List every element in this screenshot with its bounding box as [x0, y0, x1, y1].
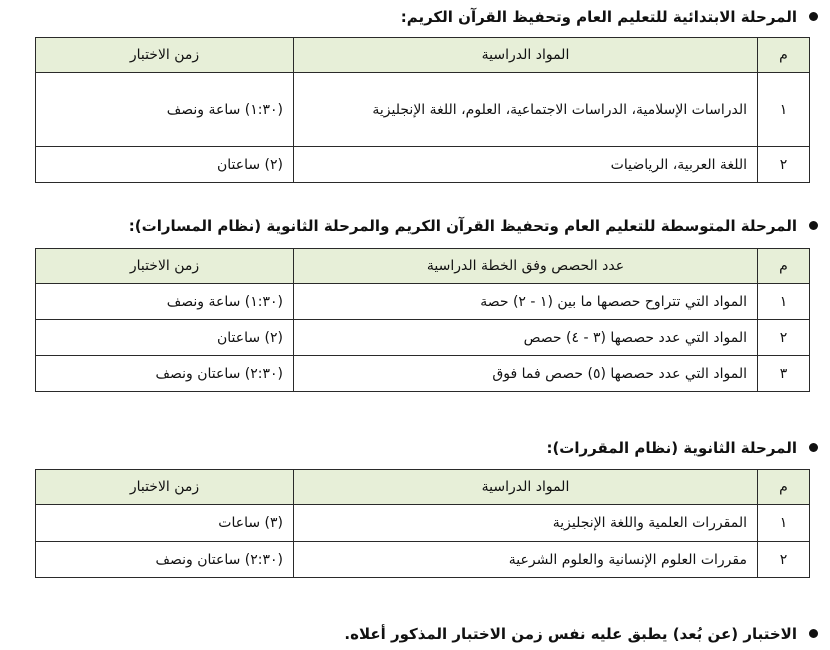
row-subject: الدراسات الإسلامية، الدراسات الاجتماعية، العلوم، اللغة الإنجليزية — [294, 73, 758, 147]
row-subject: اللغة العربية، الرياضيات — [294, 147, 758, 183]
header-subject: المواد الدراسية — [294, 470, 758, 505]
note-text: الاختبار (عن بُعد) يطبق عليه نفس زمن الاختبار المذكور أعلاه. — [344, 625, 797, 643]
row-time: (١:٣٠) ساعة ونصف — [36, 284, 294, 320]
table-row — [36, 542, 810, 578]
row-time: (٢) ساعتان — [36, 320, 294, 356]
section-heading-text: المرحلة الثانوية (نظام المقررات): — [546, 439, 797, 457]
table-header-row — [36, 249, 810, 284]
table-row — [36, 284, 810, 320]
row-time: (٣) ساعات — [36, 505, 294, 542]
table-header-row — [36, 470, 810, 505]
remote-exam-note — [344, 624, 818, 644]
bullet-icon — [809, 629, 818, 638]
table-row — [36, 147, 810, 183]
header-num: م — [758, 470, 810, 505]
header-time: زمن الاختبار — [36, 38, 294, 73]
row-time: (٢:٣٠) ساعتان ونصف — [36, 542, 294, 578]
header-subject: المواد الدراسية — [294, 38, 758, 73]
table-row — [36, 356, 810, 392]
table-primary — [35, 37, 810, 183]
row-num: ١ — [758, 505, 810, 542]
row-subject: المواد التي عدد حصصها (٥) حصص فما فوق — [294, 356, 758, 392]
bullet-icon — [809, 12, 818, 21]
row-subject: المقررات العلمية واللغة الإنجليزية — [294, 505, 758, 542]
bullet-icon — [809, 443, 818, 452]
header-time: زمن الاختبار — [36, 249, 294, 284]
table-row — [36, 505, 810, 542]
row-num: ٢ — [758, 147, 810, 183]
row-time: (٢) ساعتان — [36, 147, 294, 183]
header-subject: عدد الحصص وفق الخطة الدراسية — [294, 249, 758, 284]
row-time: (١:٣٠) ساعة ونصف — [36, 73, 294, 147]
bullet-icon — [809, 221, 818, 230]
section-heading-text: المرحلة المتوسطة للتعليم العام وتحفيظ القرآن الكريم والمرحلة الثانوية (نظام المسارات): — [128, 217, 797, 235]
table-header-row — [36, 38, 810, 73]
header-num: م — [758, 38, 810, 73]
row-time: (٢:٣٠) ساعتان ونصف — [36, 356, 294, 392]
section-heading-primary — [401, 7, 818, 27]
row-num: ١ — [758, 73, 810, 147]
section-heading-text: المرحلة الابتدائية للتعليم العام وتحفيظ القرآن الكريم: — [400, 8, 797, 26]
header-num: م — [758, 249, 810, 284]
table-secondary — [35, 469, 810, 578]
table-row — [36, 320, 810, 356]
section-heading-secondary — [546, 438, 818, 458]
row-num: ٢ — [758, 320, 810, 356]
row-num: ١ — [758, 284, 810, 320]
row-num: ٢ — [758, 542, 810, 578]
row-num: ٣ — [758, 356, 810, 392]
header-time: زمن الاختبار — [36, 470, 294, 505]
table-row — [36, 73, 810, 147]
row-subject: مقررات العلوم الإنسانية والعلوم الشرعية — [294, 542, 758, 578]
row-subject: المواد التي تتراوح حصصها ما بين (١ - ٢) حصة — [294, 284, 758, 320]
table-intermediate — [35, 248, 810, 392]
row-subject: المواد التي عدد حصصها (٣ - ٤) حصص — [294, 320, 758, 356]
section-heading-intermediate — [129, 216, 818, 236]
